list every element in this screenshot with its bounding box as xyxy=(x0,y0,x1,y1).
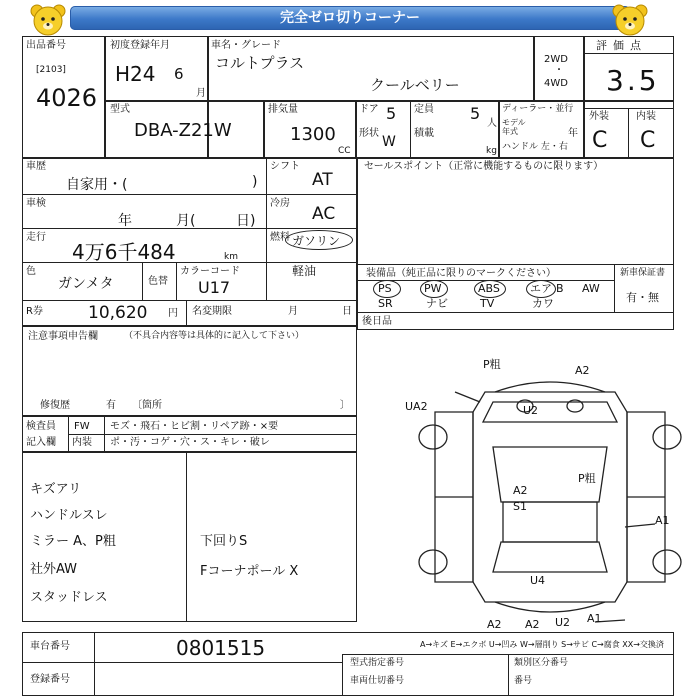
pw-circle xyxy=(420,280,448,298)
car-name: コルトプラス xyxy=(215,54,305,72)
inspector-fw: FW xyxy=(74,421,90,432)
inspector-label-2: 記入欄 xyxy=(26,437,56,448)
reg-label: 登録番号 xyxy=(30,674,70,685)
ext-label: 外装 xyxy=(589,111,609,122)
lot-number: 4026 xyxy=(36,84,98,112)
aircon-circle xyxy=(526,280,556,298)
load-unit: kg xyxy=(486,146,497,156)
equip-navi: ナビ xyxy=(426,297,448,310)
mark-u4: U4 xyxy=(530,574,546,587)
doors: 5 xyxy=(386,104,397,123)
repair-place: 〔箇所 xyxy=(132,400,162,411)
int-grade: C xyxy=(640,128,656,153)
shift-label: シフト xyxy=(270,161,300,172)
num-label: 番号 xyxy=(514,676,533,686)
meigi-month: 月 xyxy=(288,306,298,317)
repair-value: 有 xyxy=(106,400,116,411)
color-code-label: カラーコード xyxy=(180,266,240,277)
ps-circle xyxy=(373,280,401,298)
equip-sr: SR xyxy=(378,297,393,310)
header-frame xyxy=(22,36,674,158)
repair-close: 〕 xyxy=(340,400,350,411)
mileage-label: 走行 xyxy=(26,232,46,243)
int-label: 内装 xyxy=(636,111,656,122)
price: 10,620 xyxy=(88,303,148,323)
lot-sub: [2103] xyxy=(36,65,66,75)
load-label: 積載 xyxy=(414,128,434,139)
kana-label: 車両仕切番号 xyxy=(350,676,405,686)
abs-circle xyxy=(474,280,506,298)
shape-label: 形状 xyxy=(359,128,379,139)
fuel-gas: ガソリン xyxy=(292,234,341,248)
inspector-label-1: 検査員 xyxy=(26,421,56,432)
mark-a2-rear-b: A2 xyxy=(525,618,540,631)
dealer-label: ディーラー・並行 xyxy=(502,104,574,114)
meigi-label: 名変期限 xyxy=(192,306,232,317)
bear-mascot-icon xyxy=(610,3,650,37)
note-5: スタッドレス xyxy=(30,590,108,605)
capacity: 5 xyxy=(470,104,481,123)
equip-leather: カワ xyxy=(532,297,554,310)
mark-p-rough-side: P粗 xyxy=(578,472,596,485)
model-label: 車名・グレード xyxy=(211,40,281,51)
model-year-label: モデル年式 xyxy=(502,118,526,136)
type-class-label: 類別区分番号 xyxy=(514,658,569,668)
score: 3.5 xyxy=(606,64,660,97)
ac-label: 冷房 xyxy=(270,198,290,209)
declare-hint: （不具合内容等は具体的に記入して下さい） xyxy=(124,331,305,341)
inspector-row2: ポ・汚・コゲ・穴・ス・キレ・破レ xyxy=(110,437,270,448)
note-1: キズアリ xyxy=(30,482,82,497)
color-value: ガンメタ xyxy=(58,276,114,292)
meigi-day: 日 xyxy=(342,306,352,317)
mark-a1-side: A1 xyxy=(655,514,670,527)
insp-month: 月( xyxy=(176,213,196,229)
mark-s1: S1 xyxy=(513,500,527,513)
damage-legend: A→キズ E→エクボ U→凹み W→層削り S→サビ C→腐食 XX→交換済 xyxy=(420,640,664,649)
equip-ps: PS xyxy=(378,282,392,295)
reg-year: H24 xyxy=(115,62,156,86)
bear-mascot-icon xyxy=(28,3,68,37)
note-2: ハンドルスレ xyxy=(30,508,108,523)
color-label: 色 xyxy=(26,266,36,277)
color-code: U17 xyxy=(198,278,231,297)
repair-label: 修復歴 xyxy=(40,400,70,411)
doors-label: ドア xyxy=(359,104,379,115)
car-damage-diagram xyxy=(395,352,700,650)
mark-p-rough-front: P粗 xyxy=(483,358,501,371)
sales-label: セールスポイント（正常に機能するものに限ります） xyxy=(364,161,604,172)
mileage: 4万6千484 xyxy=(72,240,176,264)
handle-label: ハンドル 左・右 xyxy=(502,142,568,152)
inspector-interior: 内装 xyxy=(72,437,92,448)
fuel-diesel: 軽油 xyxy=(292,264,317,278)
equip-tv: TV xyxy=(480,297,495,310)
usage-value: 自家用・( xyxy=(66,177,128,193)
drive-4wd: 4WD xyxy=(544,78,568,89)
price-label: R券 xyxy=(26,306,43,317)
warranty-value: 有・無 xyxy=(626,291,659,304)
right-note-1: 下回りS xyxy=(200,534,248,549)
mark-ua2: UA2 xyxy=(405,400,428,413)
grade: クールベリー xyxy=(370,76,460,94)
mileage-unit: km xyxy=(224,252,238,262)
inspector-row1: モズ・飛石・ヒビ割・リペア跡・×要 xyxy=(110,421,279,432)
model-code: DBA-Z21W xyxy=(134,120,232,141)
mark-u2-hood: U2 xyxy=(523,404,539,417)
ext-grade: C xyxy=(592,128,608,153)
capacity-label: 定員 xyxy=(414,104,434,115)
equip-abs: ABS xyxy=(478,282,500,295)
month-unit: 月 xyxy=(196,88,206,99)
declare-label: 注意事項申告欄 xyxy=(28,331,98,342)
insp-year: 年 xyxy=(118,213,132,229)
type-label: 型式 xyxy=(110,104,130,115)
color-change-label: 色替 xyxy=(148,276,168,287)
displacement: 1300 xyxy=(290,124,336,145)
sales-frame xyxy=(357,158,674,330)
warranty-label: 新車保証書 xyxy=(620,268,666,278)
mark-a2-roof: A2 xyxy=(513,484,528,497)
equip-pw: PW xyxy=(424,282,442,295)
equip-b: B xyxy=(556,282,564,295)
lot-label: 出品番号 xyxy=(26,40,66,51)
mark-a2-rear: A2 xyxy=(487,618,502,631)
chassis-label: 車台番号 xyxy=(30,641,70,652)
chassis-number: 0801515 xyxy=(176,636,266,660)
type-spec-label: 型式指定番号 xyxy=(350,658,405,668)
capacity-unit: 人 xyxy=(487,118,497,129)
mark-u2-rear: U2 xyxy=(555,616,571,629)
reg-month: 6 xyxy=(174,65,184,83)
usage-close: ) xyxy=(252,174,258,190)
score-label: 評価点 xyxy=(596,39,647,52)
mark-a2-front: A2 xyxy=(575,364,590,377)
note-4: 社外AW xyxy=(30,562,78,577)
year-unit: 年 xyxy=(568,128,578,139)
right-note-2: Fコーナポール X xyxy=(200,564,299,579)
note-3: ミラー A、P粗 xyxy=(30,534,116,549)
mark-a1-rear: A1 xyxy=(587,612,602,625)
equip-aw: AW xyxy=(582,282,600,295)
equipment-label: 装備品（純正品に限りのマークください） xyxy=(366,268,556,279)
shift-value: AT xyxy=(312,170,333,190)
disp-label: 排気量 xyxy=(268,104,298,115)
ac-value: AC xyxy=(312,204,336,224)
banner-title: 完全ゼロ切りコーナー xyxy=(70,6,630,30)
disp-unit: CC xyxy=(338,146,351,156)
drive-2wd: 2WD xyxy=(544,54,568,65)
inspection-label: 車検 xyxy=(26,198,46,209)
drive-sep: ・ xyxy=(554,65,564,76)
fuel-label: 燃料 xyxy=(270,232,290,243)
first-reg-label: 初度登録年月 xyxy=(110,40,170,51)
insp-day: 日) xyxy=(236,213,256,229)
seat-label: 後日品 xyxy=(362,316,392,327)
shape: W xyxy=(382,134,396,150)
equip-aircon: エア xyxy=(530,282,552,295)
usage-label: 車歴 xyxy=(26,161,46,172)
price-unit: 円 xyxy=(168,308,178,319)
